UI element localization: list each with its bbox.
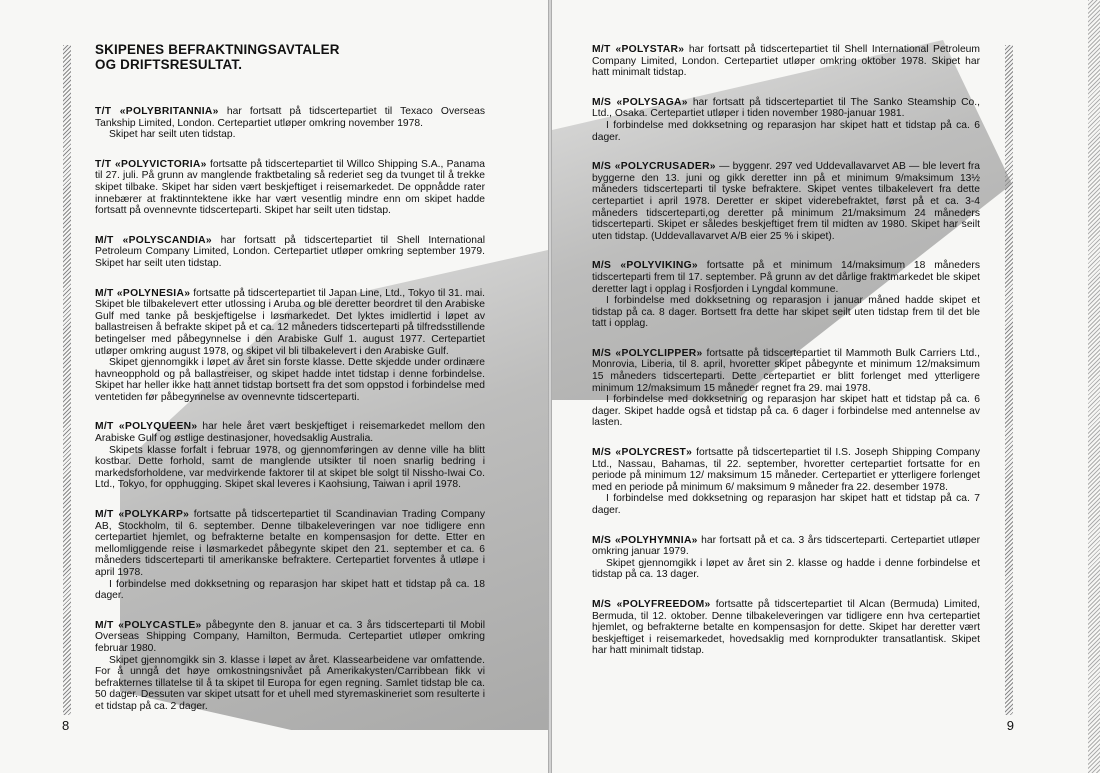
entries-list <box>592 44 980 657</box>
paragraph-text: Skipet har seilt uten tidstap. <box>109 129 236 141</box>
vessel-entry <box>592 260 980 330</box>
text-column-left <box>95 42 485 731</box>
paragraph-text: Skipet gjennomgikk i løpet av året sin 2. klasse og hadde i denne forbindelse et tidstap på ca. 13 dager. <box>592 557 980 581</box>
paragraph-text: Skipets klasse forfalt i februar 1978, og gjennomføringen av denne ville ha blitt kostbar. Dette forhold, samt de manglende utsikter til noen snarlig bedring i markedsforholdene, var medvirkende faktorer til at skipet ble solgt til Nissho-Iwai Co. Ltd., Tokyo, for opphugging. Skipet skal leveres i Kaohsiung, Taiwan i april 1978. <box>95 444 485 491</box>
vessel-entry <box>592 535 980 581</box>
paragraph-text: — byggenr. 297 ved Uddevallavarvet AB — ble levert fra byggerne den 13. juni og gikk deretter inn på et minimum 9/maksimum 13½ måneders tidscerteparti til tyske befraktere. Skipet ventes tilbakelevert fra dette certepartiet i april 1978. Deretter er skipet viderebefraktet, først på et ca. 3-4 måneders tidscerteparti,og deretter på minimum 21/maksimum 24 måneders tidscerteparti. Skipet er således beskjeftiget frem til midten av 1980. Skipet har seilt uten tidstap. (Uddevallavarvet A/B eier 25 % i skipet). <box>592 161 980 242</box>
paragraph-text: Skipet gjennomgikk sin 3. klasse i løpet av året. Klassearbeidene var omfattende. For å unngå det høye omkostningsnivået på Amerikakysten/Carribbean fikk vi befrakternes tillatelse til å ta skipet til Europa for egen regning. Samlet tidstap ble ca. 50 dager. Dessuten var skipet utsatt for et uhell med styremaskineriet som resulterte i et tidstap på ca. 2 dager. <box>95 654 485 712</box>
entry-paragraph <box>592 348 980 394</box>
entry-paragraph <box>95 579 485 602</box>
paragraph-text: I forbindelse med dokksetning og reparasjon i januar måned hadde skipet et tidstap på ca. 8 dager. Bortsett fra dette har skipet seilt uten tidstap frem til det ble tatt i opplag. <box>592 295 980 330</box>
paragraph-text: har fortsatt på tidscertepartiet til Texaco Overseas Tankship Limited, London. Certepartiet utløper omkring november 1978. <box>95 106 485 129</box>
entry-paragraph <box>592 161 980 242</box>
page-edge <box>1088 0 1100 773</box>
entry-paragraph <box>95 655 485 713</box>
page-right <box>552 0 1100 773</box>
paragraph-text: har fortsatt på tidscertepartiet til The Sanko Steamship Co., Ltd., Osaka. Certepartiet utløper i tiden november 1980-januar 1981. <box>592 96 980 120</box>
paragraph-text: har fortsatt på et ca. 3 års tidscerteparti. Certepartiet utløper omkring januar 1979. <box>592 534 981 558</box>
entry-paragraph <box>592 558 980 581</box>
vessel-name: M/S «POLYFREEDOM» <box>592 598 711 610</box>
paragraph-text: påbegynte den 8. januar et ca. 3 års tidscerteparti til Mobil Overseas Shipping Company, Hamilton, Bermuda. Certepartiet utløper omkring februar 1980. <box>95 619 485 654</box>
entry-paragraph <box>95 357 485 403</box>
paragraph-text: fortsatte på tidscertepartiet til I.S. Joseph Shipping Company Ltd., Nassau, Bahamas, til 22. september, hvoretter certepartiet fortsatte for en periode på minimum 12/ maksimum 15 måneder. Certepartiet er ytterligere forlenget med en periode på minimum 6/ maksimum 9 måneder fra 22. desember 1978. <box>592 447 980 493</box>
vessel-entry <box>95 235 485 270</box>
vessel-name: M/S «POLYCLIPPER» <box>592 347 703 359</box>
vessel-entry <box>592 44 980 79</box>
text-column-right <box>592 44 980 675</box>
vessel-entry <box>95 159 485 217</box>
vessel-entry <box>592 599 980 657</box>
entry-paragraph <box>592 44 980 79</box>
vessel-name: M/T «POLYSCANDIA» <box>95 234 212 246</box>
vessel-name: M/T «POLYKARP» <box>95 509 190 521</box>
vessel-name: M/T «POLYSTAR» <box>592 44 685 55</box>
paragraph-text: har hele året vært beskjeftiget i reisemarkedet mellom den Arabiske Gulf og østlige destinasjoner, hovedsaklig Australia. <box>95 421 485 445</box>
entry-paragraph <box>592 599 980 657</box>
page-heading <box>95 42 485 72</box>
entry-paragraph <box>592 535 980 558</box>
paragraph-text: fortsatte på tidscertepartiet til Willco Shipping S.A., Panama til 27. juli. På grunn av manglende fraktbetaling så rederiet seg da tvunget til å trekke skipet tilbake. Skipet har siden vært beskjeftiget i reisemarkedet. De oppnådde rater innebærer at fraktinntektene ikke har vært vesentlig mindre enn om skipet hadde fortsatt på ovennevnte tidscerteparti. Skipet har seilt uten tidstap. <box>95 158 485 217</box>
entry-paragraph <box>592 447 980 493</box>
paragraph-text: fortsatte på tidscertepartiet til Japan Line, Ltd., Tokyo til 31. mai. Skipet ble tilbakelevert etter utlossing i Aruba og ble deretter beordret til den Arabiske Gulf med tanke på beskjeftigelse i løsmarkedet. Det lyktes imidlertid i løpet av ballastreisen å befrakte skipet på et ca. 12 måneders tidscerteparti på tilfredsstillende betingelser med påbegynnelse i den Arabiske Gulf 1. august 1977. Certepartiet utløper omkring august 1978, og skipet vil bli tilbakelevert i den Arabiske Gulf. <box>95 287 485 357</box>
vessel-entry <box>592 161 980 242</box>
paragraph-text: Skipet gjennomgikk i løpet av året sin forste klasse. Dette skjedde under ordinære havneopphold og på ballastreiser, og skipet hadde intet tidstap i denne forbindelse. Skipet har heller ikke hatt annet tidstap bortsett fra det som oppstod i forbindelse med ventetiden før påbegynnelse av ovennevnte tidscerteparti. <box>95 357 485 403</box>
entry-paragraph <box>95 106 485 129</box>
margin-pattern <box>1005 45 1013 715</box>
paragraph-text: I forbindelse med dokksetning og reparasjon har skipet hatt et tidstap på ca. 6 dager. <box>592 119 980 143</box>
entry-paragraph <box>95 445 485 491</box>
vessel-entry <box>592 447 980 517</box>
paragraph-text: fortsatte på et minimum 14/maksimum 18 måneders tidscerteparti frem til 17. september. På grunn av det dårlige fraktmarkedet ble skipet deretter lagt i opplag i Rosfjorden i Lyngdal kommune. <box>592 260 980 295</box>
heading-line-2: OG DRIFTSRESULTAT. <box>95 57 243 72</box>
paragraph-text: I forbindelse med dokksetning og reparasjon har skipet hatt et tidstap på ca. 6 dager. Skipet hadde også et tidstap på ca. 6 dager i forbindelse med antennelse av lasten. <box>592 394 980 429</box>
vessel-name: M/S «POLYHYMNIA» <box>592 534 698 546</box>
vessel-name: M/T «POLYNESIA» <box>95 287 191 299</box>
heading-line-1: SKIPENES BEFRAKTNINGSAVTALER <box>95 42 340 57</box>
vessel-name: M/S «POLYCRUSADER» <box>592 161 716 173</box>
vessel-entry <box>95 421 485 491</box>
margin-pattern <box>63 45 71 715</box>
paragraph-text: I forbindelse med dokksetning og reparasjon har skipet hatt et tidstap på ca. 18 dager. <box>95 578 485 602</box>
entries-list <box>95 106 485 713</box>
vessel-name: M/T «POLYQUEEN» <box>95 421 198 433</box>
entry-paragraph <box>592 260 980 295</box>
entry-paragraph <box>95 509 485 579</box>
entry-paragraph <box>95 129 485 141</box>
vessel-name: M/S «POLYCREST» <box>592 447 693 459</box>
vessel-name: M/T «POLYCASTLE» <box>95 619 202 631</box>
paragraph-text: har fortsatt på tidscertepartiet til Shell International Petroleum Company Limited, London. Certepartiet utløper omkring september 1979. Skipet har seilt uten tidstap. <box>95 234 485 269</box>
paragraph-text: fortsatte på tidscertepartiet til Mammoth Bulk Carriers Ltd., Monrovia, Liberia, til 8. april, hvoretter skipet påbegynte et minimum 12/maksimum 15 måneders tidscerteparti. Dette certepartiet er blitt forlenget med ytterligere minimum 12/maksimum 15 måneder regnet fra 29. mai 1978. <box>592 347 981 394</box>
page-left <box>0 0 548 773</box>
entry-paragraph <box>592 295 980 330</box>
page-number: 8 <box>62 718 70 733</box>
vessel-name: T/T «POLYVICTORIA» <box>95 158 207 170</box>
entry-paragraph <box>95 620 485 655</box>
paragraph-text: I forbindelse med dokksetning og reparasjon har skipet hatt et tidstap på ca. 7 dager. <box>592 493 980 516</box>
vessel-name: M/S «POLYVIKING» <box>592 260 698 272</box>
paragraph-text: fortsatte på tidscertepartiet til Alcan (Bermuda) Limited, Bermuda, til 12. oktober. Denne tilbakeleveringen var tidligere enn hva certepartiet hjemlet, og befrakterne betalte en kompensasjon for dette. Skipet har deretter vært beskjeftiget i reisemarkedet, hovedsaklig med kornprodukter transatlantisk. Skipet har hatt minimalt tidstap. <box>592 598 981 657</box>
entry-paragraph <box>592 394 980 429</box>
entry-paragraph <box>95 421 485 444</box>
vessel-name: T/T «POLYBRITANNIA» <box>95 106 219 117</box>
entry-paragraph <box>592 493 980 516</box>
paragraph-text: har fortsatt på tidscertepartiet til Shell International Petroleum Company Limited, London. Certepartiet utløper omkring oktober 1978. Skipet har hatt minimalt tidstap. <box>592 44 980 79</box>
entry-paragraph <box>95 288 485 358</box>
entry-paragraph <box>592 97 980 120</box>
vessel-entry <box>95 288 485 404</box>
vessel-entry <box>95 620 485 713</box>
paragraph-text: fortsatte på tidscertepartiet til Scandinavian Trading Company AB, Stockholm, til 6. september. Denne tilbakeleveringen var noe tidligere enn certepartiet hjemlet, og befrakterne betalte en kompensasjon for dette. Etter en mellomliggende reise i løsmarkedet påbegynte skipet den 21. september et ca. 6 måneders tidscerteparti til amerikanske befraktere. Certepartiet forventes å utløpe i april 1978. <box>95 509 485 578</box>
vessel-entry <box>95 106 485 141</box>
vessel-entry <box>592 97 980 143</box>
vessel-name: M/S «POLYSAGA» <box>592 96 688 108</box>
vessel-entry <box>95 509 485 602</box>
entry-paragraph <box>95 235 485 270</box>
page-number: 9 <box>1006 718 1014 733</box>
entry-paragraph <box>592 120 980 143</box>
entry-paragraph <box>95 159 485 217</box>
vessel-entry <box>592 348 980 429</box>
